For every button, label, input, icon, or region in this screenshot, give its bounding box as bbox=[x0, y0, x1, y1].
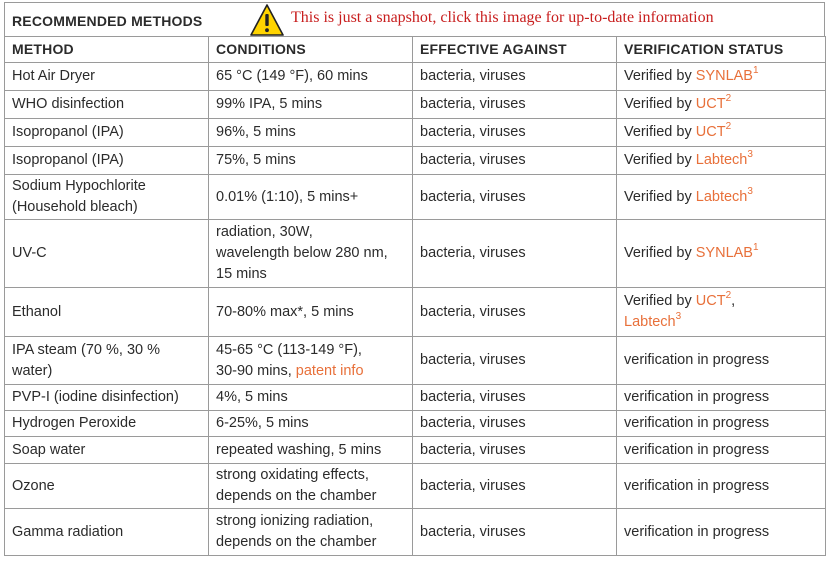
table-row bbox=[5, 385, 826, 411]
method-text: IPA steam (70 %, 30 % bbox=[12, 341, 161, 358]
verification-text: verification in progress bbox=[624, 389, 770, 405]
conditions-cell bbox=[209, 147, 413, 175]
conditions-text: 96%, 5 mins bbox=[216, 124, 296, 140]
table-row bbox=[5, 411, 826, 437]
verification-text: verification in progress bbox=[624, 477, 770, 494]
effective-against-cell: bacteria, viruses bbox=[413, 91, 617, 119]
lab-link[interactable]: Labtech bbox=[695, 188, 748, 205]
verification-prefix: Verified by bbox=[624, 96, 696, 112]
lab-link[interactable]: Labtech bbox=[695, 152, 748, 168]
conditions-text: strong ionizing radiation, bbox=[216, 513, 374, 529]
conditions-text: 45-65 °C (113-149 °F), bbox=[216, 341, 362, 358]
method-text: Hydrogen Peroxide bbox=[12, 415, 137, 431]
table-row bbox=[5, 119, 826, 147]
verification-cell bbox=[617, 509, 826, 556]
conditions-cell bbox=[209, 175, 413, 220]
table-row bbox=[5, 509, 826, 556]
lab-reference: 1 bbox=[752, 65, 759, 76]
conditions-cell bbox=[209, 437, 413, 464]
verification-prefix: Verified by bbox=[624, 152, 696, 168]
table-row bbox=[5, 175, 826, 220]
verification-cell bbox=[617, 91, 826, 119]
verification-text: verification in progress bbox=[624, 523, 770, 540]
conditions-cell bbox=[209, 411, 413, 437]
verification-cell: Verified by UCT$^2$, Labtech$^3$ bbox=[617, 288, 826, 337]
table-title: RECOMMENDED METHODS bbox=[12, 13, 203, 29]
lab-reference: 1 bbox=[752, 242, 759, 253]
conditions-text: strong oxidating effects, bbox=[216, 467, 369, 483]
conditions-text: 65 °C (149 °F), 60 mins bbox=[216, 68, 368, 84]
table-row bbox=[5, 220, 826, 288]
methods-table-container[interactable] bbox=[4, 2, 825, 556]
verification-text: verification in progress bbox=[624, 415, 770, 431]
method-text: Ethanol bbox=[12, 303, 62, 320]
method-cell bbox=[5, 411, 209, 437]
method-text: Isopropanol (IPA) bbox=[12, 124, 124, 140]
lab-reference: 3 bbox=[747, 149, 753, 160]
conditions-text: 75%, 5 mins bbox=[216, 152, 296, 168]
lab-link[interactable]: SYNLAB bbox=[695, 245, 753, 261]
conditions-cell bbox=[209, 385, 413, 411]
conditions-text: 99% IPA, 5 mins bbox=[216, 96, 323, 112]
conditions-text: wavelength below 280 nm, bbox=[216, 245, 388, 261]
conditions-text: 15 mins bbox=[216, 266, 267, 282]
method-cell bbox=[5, 91, 209, 119]
method-cell bbox=[5, 288, 209, 337]
verification-prefix: Verified by bbox=[624, 124, 696, 140]
lab-link[interactable]: UCT bbox=[695, 293, 726, 309]
verification-text: verification in progress bbox=[624, 441, 770, 458]
conditions-cell bbox=[209, 464, 413, 509]
effective-against-cell: bacteria, viruses bbox=[413, 175, 617, 220]
verification-cell bbox=[617, 220, 826, 288]
method-cell bbox=[5, 437, 209, 464]
effective-against-cell: bacteria, viruses bbox=[413, 119, 617, 147]
verification-cell bbox=[617, 464, 826, 509]
conditions-cell bbox=[209, 288, 413, 337]
verification-cell bbox=[617, 147, 826, 175]
conditions-text: 6-25%, 5 mins bbox=[216, 415, 309, 431]
verification-cell bbox=[617, 119, 826, 147]
method-cell bbox=[5, 147, 209, 175]
methods-table bbox=[4, 36, 826, 556]
warning-icon bbox=[249, 3, 285, 37]
effective-against-cell: bacteria, viruses bbox=[413, 385, 617, 411]
effective-against-cell: bacteria, viruses bbox=[413, 288, 617, 337]
snapshot-notice-link[interactable]: This is just a snapshot, click this image for up-to-date information bbox=[291, 9, 714, 26]
conditions-cell bbox=[209, 119, 413, 147]
method-text: (Household bleach) bbox=[12, 199, 138, 215]
method-text: water) bbox=[12, 362, 53, 379]
effective-against-cell: bacteria, viruses bbox=[413, 411, 617, 437]
method-text: Sodium Hypochlorite bbox=[12, 178, 146, 194]
method-text: Hot Air Dryer bbox=[12, 68, 95, 84]
lab-link[interactable]: Labtech bbox=[624, 314, 676, 330]
table-row bbox=[5, 147, 826, 175]
verification-cell bbox=[617, 437, 826, 464]
verification-prefix: Verified by bbox=[624, 188, 696, 205]
verification-cell bbox=[617, 385, 826, 411]
lab-reference: 3 bbox=[675, 311, 682, 322]
verification-text: verification in progress bbox=[624, 352, 770, 368]
method-cell bbox=[5, 337, 209, 385]
table-row bbox=[5, 464, 826, 509]
conditions-cell bbox=[209, 63, 413, 91]
lab-link[interactable]: UCT bbox=[695, 124, 726, 140]
lab-link[interactable]: SYNLAB bbox=[695, 68, 753, 84]
method-cell bbox=[5, 464, 209, 509]
table-row bbox=[5, 437, 826, 464]
method-text: UV-C bbox=[12, 245, 47, 261]
verification-prefix: Verified by bbox=[624, 68, 696, 84]
header-effective-against: EFFECTIVE AGAINST bbox=[413, 37, 617, 63]
verification-cell bbox=[617, 175, 826, 220]
lab-reference: 3 bbox=[747, 185, 753, 197]
effective-against-cell: bacteria, viruses bbox=[413, 509, 617, 556]
lab-reference: 2 bbox=[725, 121, 732, 132]
conditions-text: radiation, 30W, bbox=[216, 224, 313, 240]
method-text: PVP-I (iodine disinfection) bbox=[12, 389, 179, 405]
conditions-text: 0.01% (1:10), 5 mins+ bbox=[216, 188, 359, 205]
verification-cell bbox=[617, 411, 826, 437]
method-cell bbox=[5, 119, 209, 147]
method-text: Ozone bbox=[12, 477, 55, 494]
verification-prefix: Verified by bbox=[624, 293, 696, 309]
conditions-cell bbox=[209, 337, 413, 385]
header-verification-status: VERIFICATION STATUS bbox=[617, 37, 826, 63]
effective-against-cell: bacteria, viruses bbox=[413, 220, 617, 288]
lab-link[interactable]: UCT bbox=[695, 96, 726, 112]
effective-against-cell: bacteria, viruses bbox=[413, 337, 617, 385]
conditions-cell bbox=[209, 220, 413, 288]
table-row bbox=[5, 337, 826, 385]
verification-prefix: Verified by bbox=[624, 245, 696, 261]
header-method: METHOD bbox=[5, 37, 209, 63]
method-text: Gamma radiation bbox=[12, 523, 124, 540]
method-text: Soap water bbox=[12, 441, 86, 458]
table-row bbox=[5, 91, 826, 119]
patent-info-link[interactable]: patent info bbox=[295, 362, 364, 379]
method-cell bbox=[5, 385, 209, 411]
effective-against-cell: bacteria, viruses bbox=[413, 147, 617, 175]
effective-against-cell: bacteria, viruses bbox=[413, 464, 617, 509]
lab-reference: 2 bbox=[725, 93, 732, 104]
conditions-text: depends on the chamber bbox=[216, 534, 377, 550]
table-row bbox=[5, 63, 826, 91]
header-conditions: CONDITIONS bbox=[209, 37, 413, 63]
conditions-text: repeated washing, 5 mins bbox=[216, 441, 382, 458]
method-cell bbox=[5, 509, 209, 556]
verification-cell bbox=[617, 63, 826, 91]
conditions-text: 4%, 5 mins bbox=[216, 389, 288, 405]
method-text: WHO disinfection bbox=[12, 96, 125, 112]
verification-cell bbox=[617, 337, 826, 385]
method-cell bbox=[5, 175, 209, 220]
method-text: Isopropanol (IPA) bbox=[12, 152, 124, 168]
conditions-text: 70-80% max*, 5 mins bbox=[216, 303, 354, 320]
table-header-row bbox=[5, 37, 826, 63]
conditions-cell bbox=[209, 91, 413, 119]
conditions-cell bbox=[209, 509, 413, 556]
lab-reference: 2 bbox=[725, 290, 732, 301]
table-banner bbox=[4, 2, 825, 36]
method-cell bbox=[5, 63, 209, 91]
effective-against-cell: bacteria, viruses bbox=[413, 63, 617, 91]
conditions-text: 30-90 mins, bbox=[216, 362, 296, 379]
effective-against-cell: bacteria, viruses bbox=[413, 437, 617, 464]
table-row bbox=[5, 288, 826, 337]
method-cell bbox=[5, 220, 209, 288]
conditions-text: depends on the chamber bbox=[216, 488, 377, 504]
